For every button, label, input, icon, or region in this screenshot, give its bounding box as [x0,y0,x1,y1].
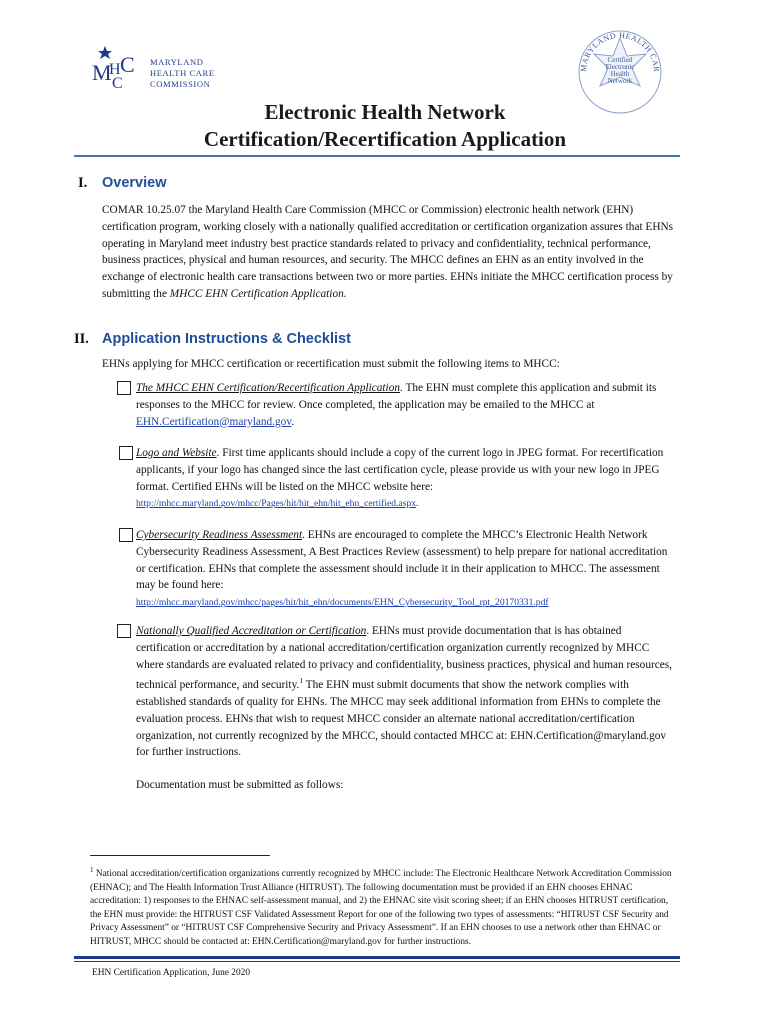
logo-line-1: MARYLAND [150,57,204,67]
svg-text:Network: Network [607,77,633,85]
item-logo-title: Logo and Website [136,447,217,459]
title-divider [74,155,680,157]
svg-text:M: M [92,60,111,85]
section-1-heading: Overview [102,175,167,191]
item-application-title: The MHCC EHN Certification/Recertification Application [136,382,400,394]
item-accred-title: Nationally Qualified Accreditation or Certification [136,625,367,637]
section-1-body [102,202,680,303]
section-2-intro: EHNs applying for MHCC certification or recertification must submit the following items to MHCC: [102,358,560,370]
section-1-body-italic: MHCC EHN Certification Application. [169,287,347,300]
item-application-after: . [291,415,295,428]
checkbox-application[interactable] [117,381,131,395]
footer-rule-thin [74,961,680,962]
svg-text:C: C [112,75,123,92]
checklist-item-application [136,380,676,430]
cybersecurity-tool-link[interactable]: http://mhcc.maryland.gov/mhcc/pages/hit/hit_ehn/documents/EHN_Cybersecurity_Tool_rpt_20170331.pdf [136,597,549,609]
svg-text:Health: Health [610,70,630,78]
footer-rule-thick [74,956,680,959]
checklist-item-logo-website [136,445,676,513]
item-logo-text: . First time applicants should include a copy of the current logo in JPEG format. For recertification applicants, if your logo has changed since the last certification cycle, please provide us with your new logo in JPEG format. Certified EHNs will be listed on the MHCC website here: [136,447,664,493]
svg-text:MARYLAND HEALTH CARE COMMISSIO: MARYLAND HEALTH CAR [578,30,662,73]
svg-text:H: H [109,61,121,78]
mhcc-logo [92,44,242,92]
item-cyber-text: . EHNs are encouraged to complete the MHCC’s Electronic Health Network Cybersecurity Readiness Assessment, A Best Practices Review (assessment) to help prepare for national accreditation or certification. EHNs that complete the assessment should include it in their application to MHCC. The assessment may be found here: [136,529,668,592]
checkbox-accreditation[interactable] [117,624,131,638]
mhcc-monogram-icon [92,44,152,94]
checkbox-logo-website[interactable] [119,446,133,460]
footnote-ref-1[interactable]: 1 [299,676,304,686]
section-1-number: I. [78,175,88,191]
ehn-email-link[interactable]: EHN.Certification@maryland.gov [136,415,292,428]
checklist-item-accreditation [136,623,676,761]
section-2-heading: Application Instructions & Checklist [102,331,351,347]
item-application-text: . The EHN must complete this application and submit its responses to the MHCC for review. Once completed, the application may be emailed to the MHCC at [136,382,657,411]
item-accred-text-2: The EHN must submit documents that show the network complies with established standards of quality for EHNs. The MHCC may seek additional information from EHNs to complete the evaluation process. EHNs that wish to request MHCC consider an alternate national accreditation/certification organization, not currently recognized by the MHCC, should contacted MHCC at: EHN.Certification@maryland.gov for further instructions. [136,679,667,759]
svg-text:Certified: Certified [607,56,633,64]
checkbox-cybersecurity[interactable] [119,528,133,542]
page-title-line-2: Certification/Recertification Application [203,127,567,151]
item-accred-text: . EHNs must provide documentation that is has obtained certification or accreditation by a national accreditation/certification organization currently recognized by MHCC where standards are evaluated related to privacy and confidentiality, business practices, physical and human resources, technical performance, and security. [136,625,672,692]
item-cyber-title: Cybersecurity Readiness Assessment [136,529,303,541]
section-2-number: II. [74,331,89,347]
documentation-note: Documentation must be submitted as follows: [136,779,344,791]
checklist-item-cybersecurity [136,527,676,612]
page-title-line-1: Electronic Health Network [264,100,506,124]
section-1-body-text: COMAR 10.25.07 the Maryland Health Care Commission (MHCC or Commission) electronic health network (EHN) certification program, working closely with a nationally qualified accreditation or certification organization assures that EHNs operating in Maryland meet industry best practice standards related to privacy and confidentiality, technical performance, business practices, physical and human resources, and security. The MHCC defines an EHN as an entity involved in the exchange of electronic health care transactions between two or more parties. EHNs initiate the MHCC certification process by submitting the [102,204,674,300]
footnote-text: National accreditation/certification organizations currently recognized by MHCC include: The Electronic Healthcare Network Accreditation Commission (EHNAC); and The Health Information Trust Alliance (HITRUST). The following documentation must be provided if an EHN chooses EHNAC accreditation: 1) responses to the EHNAC self-assessment manual, and 2) the EHNAC site visit scoring sheet; if an EHN chooses HITRUST certification, the EHN must provide: the HITRUST CSF Validated Assessment Report for one of the following two types of assessments: “HITRUST CSF Security and Privacy Assessment” or “HITRUST CSF Comprehensive Security and Privacy Assessment”. If an EHN chooses to use a network other than EHNAC or HITRUST, MHCC should be contacted at: EHN.Certification@maryland.gov for further instructions. [90,869,672,947]
certified-ehn-list-link[interactable]: http://mhcc.maryland.gov/mhcc/Pages/hit/hit_ehn/hit_ehn_certified.aspx [136,498,417,510]
footnote-number: 1 [90,866,94,874]
footnote-divider [90,855,270,856]
footnote-1 [90,864,680,949]
item-logo-after: . [416,498,419,510]
svg-text:C: C [120,52,135,77]
logo-line-3: COMMISSION [150,79,211,89]
logo-line-2: HEALTH CARE [150,68,215,78]
footer-label: EHN Certification Application, June 2020 [92,968,251,978]
svg-text:Electronic: Electronic [605,63,635,71]
